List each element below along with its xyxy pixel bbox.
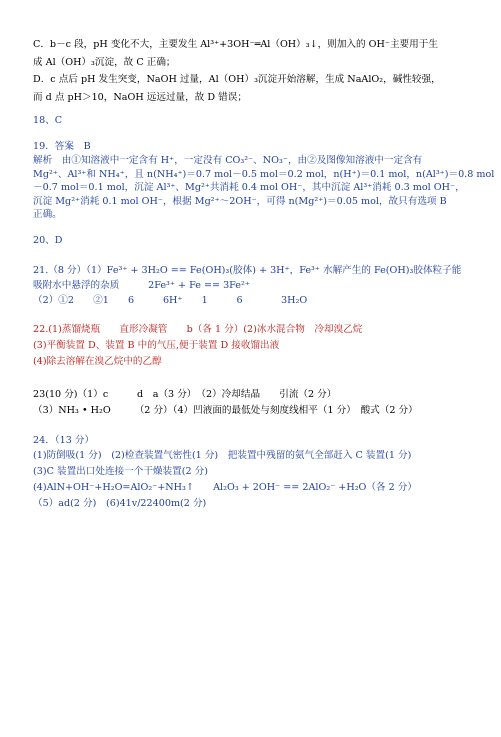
q17-option-c-line2: 成 Al（OH）₃沉淀，故 C 正确； (33, 57, 176, 68)
q22-line3: (4)除去溶解在溴乙烷中的乙醇 (33, 356, 162, 367)
q19-analysis-line2: Mg²⁺、Al³⁺和 NH₄⁺，且 n(NH₄⁺)＝0.7 mol－0.5 mol＝0.2 mol，n(H⁺)＝0.1 mol，n(Al³⁺)＝0.8 mol (33, 169, 495, 180)
q19-analysis-line4: 沉淀 Mg²⁺消耗 0.1 mol OH⁻，根据 Mg²⁺～2OH⁻，可得 n(Mg²⁺)＝0.05 mol，故只有选项 B (33, 196, 447, 207)
q19-analysis-line3: －0.7 mol＝0.1 mol，沉淀 Al³⁺、Mg²⁺共消耗 0.4 mol OH⁻，其中沉淀 Al³⁺消耗 0.3 mol OH⁻， (33, 182, 465, 193)
q23-line1: 23(10 分)（1）c d a（3 分） （2）冷却结晶 引流（2 分） (33, 389, 337, 400)
q19-analysis-line5: 正确。 (33, 209, 62, 220)
q19-answer: 19．答案 B (33, 141, 91, 152)
q24-line3: (4)AlN+OH⁻+H₂O=AlO₂⁻+NH₃↑ Al₂O₃ + 2OH⁻ == 2AlO₂⁻ +H₂O（各 2 分） (33, 482, 417, 493)
q24-heading: 24．（13 分） (33, 435, 95, 446)
q21-line1: 21.（8 分）（1）Fe³⁺ + 3H₂O == Fe(OH)₃(胶体) + 3H⁺，Fe³⁺ 水解产生的 Fe(OH)₃胶体粒子能 (33, 265, 462, 276)
q17-option-d-line2: 而 d 点 pH＞10，NaOH 远远过量，故 D 错误； (33, 92, 247, 103)
q17-option-d-line1: D．c 点后 pH 发生突变，NaOH 过量，Al（OH）₃沉淀开始溶解，生成 NaAlO₂，碱性较强， (33, 74, 441, 85)
q22-line2: (3)平衡装置 D、装置 B 中的气压,便于装置 D 接收馏出液 (33, 340, 280, 351)
q24-line2: (3)C 装置出口处连接一个干燥装置(2 分) (33, 466, 208, 477)
q23-line2: （3）NH₃ • H₂O （2 分）（4）凹液面的最低处与刻度线相平（1 分） 酸式（2 分） (33, 405, 418, 416)
q24-line1: (1)防倒吸(1 分) (2)检查装置气密性(1 分) 把装置中残留的氨气全部赶入 C 装置(1 分) (33, 450, 412, 461)
q17-option-c-line1: C．b－c 段，pH 变化不大，主要发生 Al³⁺+3OH⁻═Al（OH）₃↓，则加入的 OH⁻主要用于生 (33, 39, 438, 50)
q18-answer: 18、C (33, 115, 63, 126)
q22-line1: 22.(1)蒸馏烧瓶 直形冷凝管 b（各 1 分）(2)冰水混合物 冷却溴乙烷 (33, 324, 363, 335)
q20-answer: 20、D (33, 235, 63, 246)
q24-line4: （5）ad(2 分) (6)41v/22400m(2 分) (33, 498, 207, 509)
q21-line3: （2）①2 ②1 6 6H⁺ 1 6 3H₂O (33, 295, 308, 306)
q21-line2: 吸附水中悬浮的杂质 2Fe³⁺ + Fe == 3Fe²⁺ (33, 280, 250, 291)
q19-analysis-line1: 解析 由①知溶液中一定含有 H⁺，一定没有 CO₃²⁻、NO₃⁻，由②及图像知溶液中一定含有 (33, 155, 423, 166)
